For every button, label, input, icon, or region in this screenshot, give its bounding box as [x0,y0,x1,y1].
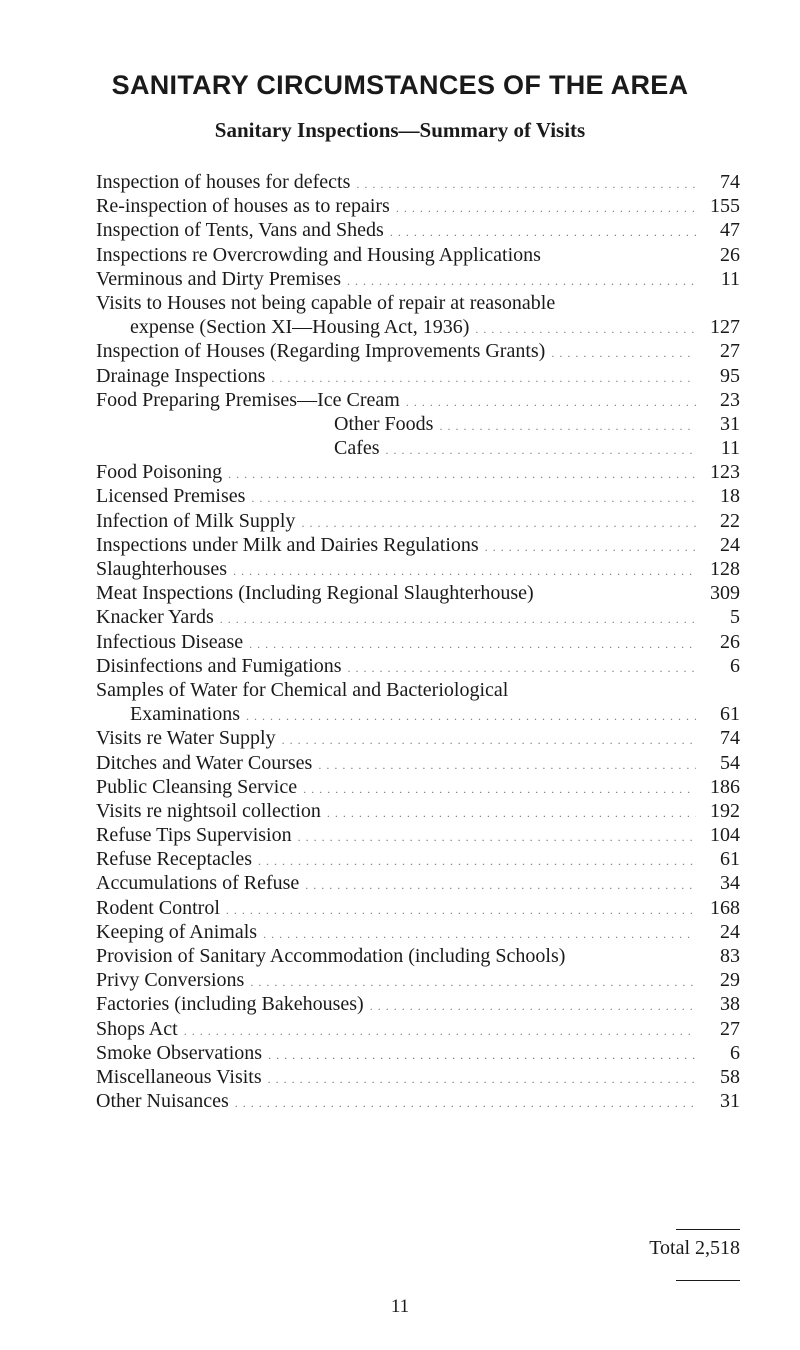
dot-leader [312,753,696,777]
item-count: 155 [710,195,740,218]
list-item [96,315,740,339]
item-count: 29 [720,969,740,992]
list-item [96,364,740,388]
dot-leader [252,849,696,873]
total-value: 2,518 [695,1237,740,1259]
list-item [96,944,740,968]
item-count: 61 [720,848,740,871]
item-count: 34 [720,872,740,895]
page-number: 11 [390,1296,410,1317]
item-label: Examinations [130,703,240,726]
item-label: Ditches and Water Courses [96,751,313,774]
item-count: 24 [720,533,740,556]
item-label: Visits to Houses not being capable of repair at reasonable [96,291,556,314]
list-item [96,194,740,218]
dot-leader [178,1019,696,1043]
list-item [96,605,740,629]
dot-leader [262,1043,696,1067]
item-count: 54 [720,751,740,774]
dot-leader [262,1067,696,1091]
page-subtitle: Sanitary Inspections—Summary of Visits [214,118,586,142]
item-label: Samples of Water for Chemical and Bacteriological [96,678,509,701]
list-item [96,654,740,678]
list-item [96,920,740,944]
item-count: 23 [720,388,740,411]
item-count: 128 [710,558,740,580]
item-label: Inspection of Tents, Vans and Sheds [96,219,384,242]
total-row [520,1237,740,1260]
list-item [96,509,740,533]
item-count: 186 [710,775,740,798]
item-label: Cafes [334,437,380,460]
item-label: Refuse Tips Supervision [96,824,292,847]
item-label: Privy Conversions [96,969,245,992]
item-count: 127 [710,316,740,339]
dot-leader [384,220,696,244]
item-count: 31 [720,1090,740,1113]
list-item [96,726,740,750]
item-label: Food Preparing Premises—Ice Cream [96,388,400,411]
dot-leader [299,873,696,897]
item-count: 38 [720,993,740,1016]
dot-leader [245,486,696,510]
item-label: expense (Section XI—Housing Act, 1936) [130,316,470,339]
list-item [96,484,740,508]
list-item [96,823,740,847]
item-count: 192 [710,799,740,822]
item-count: 26 [720,630,740,653]
item-label: Accumulations of Refuse [96,872,300,895]
item-label: Refuse Receptacles [96,848,253,871]
item-label: Provision of Sanitary Accommodation (including Schools) [96,945,566,967]
list-item [96,339,740,363]
dot-leader [341,269,696,293]
list-item [96,1041,740,1065]
item-label: Disinfections and Fumigations [96,654,342,677]
dot-leader [240,704,696,728]
item-label: Visits re nightsoil collection [96,799,321,822]
item-label: Inspections under Milk and Dairies Regulations [96,533,479,556]
total-rule-top [676,1229,740,1230]
total-label: Total [649,1237,690,1259]
list-item [96,581,740,605]
item-label: Keeping of Animals [96,920,258,943]
item-label: Miscellaneous Visits [96,1065,262,1088]
list-item [96,992,740,1016]
list-item [96,412,740,436]
page-title: SANITARY CIRCUMSTANCES OF THE AREA [111,70,689,100]
list-item [96,218,740,242]
item-label: Verminous and Dirty Premises [96,267,341,290]
list-item [96,630,740,654]
dot-leader [321,801,696,825]
item-count: 58 [720,1065,740,1088]
item-count: 47 [720,219,740,242]
item-label: Visits re Water Supply [96,727,276,750]
item-label: Meat Inspections (Including Regional Slaughterhouse) [96,582,534,605]
dot-leader [433,414,696,438]
dot-leader [265,366,696,390]
item-label: Public Cleansing Service [96,775,298,798]
item-count: 83 [720,945,740,967]
list-item [96,436,740,460]
list-item [96,243,740,267]
dot-leader [227,559,696,583]
dot-leader [276,728,696,752]
list-item [96,388,740,412]
list-item [96,460,740,484]
list-item [96,702,740,726]
item-count: 168 [710,896,740,919]
item-label: Inspection of houses for defects [96,171,351,193]
list-item [96,896,740,920]
item-label: Infectious Disease [96,630,244,653]
list-item [96,847,740,871]
item-label: Re-inspection of houses as to repairs [96,195,390,218]
item-label: Food Poisoning [96,461,223,484]
item-label: Drainage Inspections [96,364,266,387]
dot-leader [380,438,696,462]
item-count: 74 [720,727,740,750]
list-item [96,533,740,557]
item-count: 6 [730,1041,740,1064]
dot-leader [350,172,696,196]
dot-leader [469,317,696,341]
list-item [96,775,740,799]
item-count: 123 [710,461,740,484]
item-label: Shops Act [96,1017,178,1040]
item-label: Licensed Premises [96,485,246,508]
list-item [96,170,740,194]
item-count: 61 [720,703,740,726]
dot-leader [390,196,696,220]
list-item [96,557,740,581]
list-item [96,678,740,702]
dot-leader [479,535,696,559]
dot-leader [257,922,696,946]
item-label: Smoke Observations [96,1041,263,1064]
item-count: 24 [720,920,740,943]
item-count: 22 [720,509,740,532]
item-count: 26 [720,243,740,266]
item-count: 31 [720,412,740,435]
item-count: 27 [720,340,740,363]
list-item [96,968,740,992]
item-label: Slaughterhouses [96,558,228,580]
list-item [96,751,740,775]
dot-leader [364,994,696,1018]
list-item [96,1017,740,1041]
item-label: Inspection of Houses (Regarding Improvements Grants) [96,340,546,363]
item-label: Inspections re Overcrowding and Housing Applications [96,243,541,266]
dot-leader [220,898,696,922]
list-item [96,1065,740,1089]
list-item [96,291,740,315]
dot-leader [342,656,696,680]
item-count: 95 [720,364,740,387]
dot-leader [243,632,696,656]
item-label: Other Foods [334,412,434,435]
item-label: Other Nuisances [96,1090,229,1113]
item-count: 309 [710,582,740,605]
dot-leader [229,1091,696,1115]
dot-leader [292,825,696,849]
dot-leader [214,607,696,631]
dot-leader [297,777,696,801]
item-count: 18 [720,485,740,508]
dot-leader [244,970,696,994]
list-item [96,267,740,291]
dot-leader [222,462,696,486]
item-count: 6 [730,654,740,677]
item-count: 11 [720,267,740,290]
item-count: 5 [730,606,740,629]
item-count: 104 [710,824,740,847]
total-rule-bottom [676,1280,740,1281]
list-item [96,799,740,823]
item-label: Rodent Control [96,896,220,919]
item-label: Factories (including Bakehouses) [96,993,364,1016]
dot-leader [295,511,696,535]
visits-list [96,170,740,1113]
list-item [96,871,740,895]
dot-leader [400,390,696,414]
item-label: Infection of Milk Supply [96,509,296,532]
item-count: 11 [720,437,740,460]
dot-leader [545,341,696,365]
list-item [96,1089,740,1113]
item-label: Knacker Yards [96,606,214,629]
item-count: 27 [720,1017,740,1040]
item-count: 74 [720,171,740,193]
